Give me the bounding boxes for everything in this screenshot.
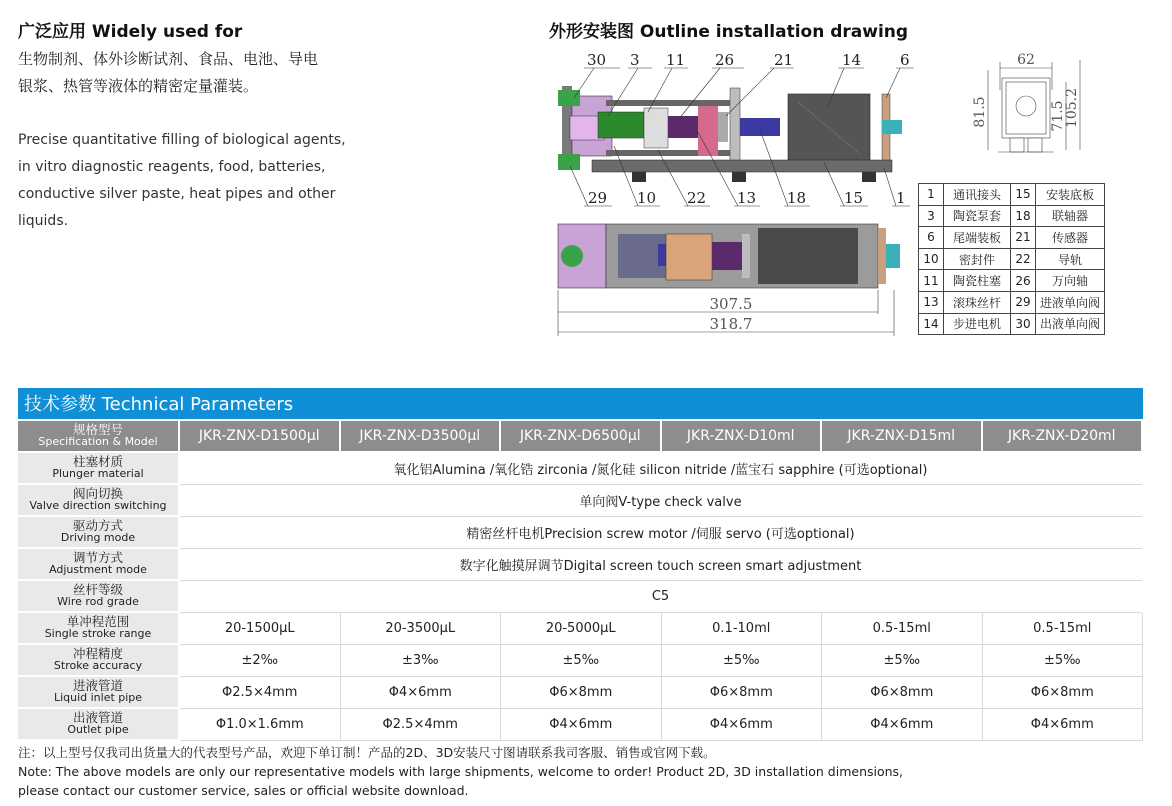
legend-part: 尾端装板 — [944, 227, 1011, 249]
bottom-callouts — [588, 189, 906, 207]
legend-part: 万向轴 — [1036, 270, 1105, 292]
cn-line: 生物制剂、体外诊断试剂、食品、电池、导电 — [18, 50, 319, 68]
legend-num: 11 — [919, 270, 944, 292]
table-cell: Φ6×8mm — [822, 677, 983, 709]
legend-row — [919, 291, 1105, 313]
row-label — [18, 453, 180, 485]
callout-bottom: 18 — [787, 189, 807, 207]
table-cell: 20-5000μL — [501, 613, 662, 645]
legend-part: 步进电机 — [944, 313, 1011, 335]
row-label — [18, 645, 180, 677]
callout-top: 21 — [774, 51, 794, 69]
label-cn: 冲程精度 — [72, 646, 123, 661]
label-cn: 规格型号 — [72, 422, 123, 437]
label-en: Wire rod grade — [57, 595, 139, 608]
table-cell: ±5‰ — [822, 645, 983, 677]
table-cell: 0.5-15ml — [983, 613, 1144, 645]
callout-bottom: 1 — [896, 189, 906, 207]
table-row — [18, 613, 1143, 645]
table-cell: 氧化铝Alumina /氧化锆 zirconia /氮化硅 silicon nitride /蓝宝石 sapphire (可选optional) — [180, 453, 1143, 485]
callout-bottom: 29 — [588, 189, 608, 207]
legend-part: 滚珠丝杆 — [944, 291, 1011, 313]
legend-part: 陶瓷柱塞 — [944, 270, 1011, 292]
table-row — [18, 581, 1143, 613]
legend-part: 陶瓷泵套 — [944, 205, 1011, 227]
legend-part: 密封件 — [944, 248, 1011, 270]
label-en: Driving mode — [60, 531, 136, 544]
legend-row — [919, 313, 1105, 335]
legend-row — [919, 184, 1105, 206]
table-row — [18, 645, 1143, 677]
legend-num: 14 — [919, 313, 944, 335]
legend-part: 安装底板 — [1036, 184, 1105, 206]
en-line: liquids. — [18, 213, 69, 229]
legend-part: 联轴器 — [1036, 205, 1105, 227]
table-cell: 单向阀V-type check valve — [180, 485, 1143, 517]
row-label — [18, 485, 180, 517]
label-cn: 驱动方式 — [72, 518, 123, 533]
callout-top: 14 — [842, 51, 862, 69]
table-cell: Φ4×6mm — [662, 709, 823, 741]
section-title-drawing: 外形安装图 Outline installation drawing — [549, 22, 909, 42]
dimension-label: 105.2 — [1064, 87, 1080, 129]
callout-top: 30 — [587, 51, 607, 69]
table-row — [18, 485, 1143, 517]
legend-num: 26 — [1011, 270, 1036, 292]
table-cell: 精密丝杆电机Precision screw motor /伺服 servo (可选optional) — [180, 517, 1143, 549]
label-cn: 出液管道 — [72, 710, 123, 725]
dimension-label: 62 — [1017, 52, 1035, 68]
legend-num: 10 — [919, 248, 944, 270]
tech-params-banner — [18, 388, 1143, 419]
legend-num: 21 — [1011, 227, 1036, 249]
tech-params-title: 技术参数 Technical Parameters — [24, 394, 294, 415]
row-label — [18, 421, 180, 453]
legend-part: 出液单向阀 — [1036, 313, 1105, 335]
dimension-label: 318.7 — [709, 315, 753, 333]
table-cell: ±3‰ — [341, 645, 502, 677]
parts-legend — [918, 183, 1105, 335]
legend-row — [919, 227, 1105, 249]
legend-num: 22 — [1011, 248, 1036, 270]
label-en: Specification & Model — [38, 435, 158, 448]
label-en: Stroke accuracy — [53, 659, 143, 672]
en-line: in vitro diagnostic reagents, food, batteries, — [18, 159, 326, 175]
legend-row — [919, 248, 1105, 270]
label-cn: 柱塞材质 — [72, 454, 123, 469]
table-cell: Φ6×8mm — [501, 677, 662, 709]
table-cell: Φ4×6mm — [501, 709, 662, 741]
table-cell: 20-3500μL — [341, 613, 502, 645]
applications-en — [18, 127, 346, 235]
table-cell: Φ4×6mm — [822, 709, 983, 741]
dimension-label: 81.5 — [972, 96, 988, 128]
table-cell: ±2‰ — [180, 645, 341, 677]
model-header: JKR-ZNX-D20ml — [983, 421, 1144, 453]
legend-row — [919, 270, 1105, 292]
applications-cn — [18, 46, 318, 100]
table-cell: Φ6×8mm — [983, 677, 1144, 709]
callout-bottom: 15 — [844, 189, 864, 207]
dimension-label: 71.5 — [1050, 100, 1066, 132]
legend-num: 6 — [919, 227, 944, 249]
legend-num: 29 — [1011, 291, 1036, 313]
table-cell: 0.1-10ml — [662, 613, 823, 645]
table-cell: ±5‰ — [662, 645, 823, 677]
label-en: Outlet pipe — [67, 723, 129, 736]
table-cell: Φ4×6mm — [983, 709, 1144, 741]
row-label — [18, 709, 180, 741]
model-header: JKR-ZNX-D10ml — [662, 421, 823, 453]
en-line: conductive silver paste, heat pipes and other — [18, 186, 336, 202]
table-cell: Φ1.0×1.6mm — [180, 709, 341, 741]
label-en: Plunger material — [52, 467, 144, 480]
end-view-drawing — [962, 46, 1112, 170]
cn-line: 银浆、热管等液体的精密定量灌装。 — [18, 77, 259, 95]
row-label — [18, 517, 180, 549]
table-cell: Φ2.5×4mm — [341, 709, 502, 741]
label-cn: 进液管道 — [72, 678, 123, 693]
model-header: JKR-ZNX-D6500μl — [501, 421, 662, 453]
top-callouts — [587, 51, 910, 69]
table-cell: Φ4×6mm — [341, 677, 502, 709]
table-cell: Φ6×8mm — [662, 677, 823, 709]
section-title-applications: 广泛应用 Widely used for — [18, 22, 243, 42]
label-en: Liquid inlet pipe — [53, 691, 143, 704]
dimension-label: 307.5 — [709, 295, 753, 313]
model-header: JKR-ZNX-D3500μl — [341, 421, 502, 453]
side-view — [558, 86, 902, 182]
table-cell: 0.5-15ml — [822, 613, 983, 645]
table-row — [18, 709, 1143, 741]
callout-bottom: 10 — [637, 189, 657, 207]
row-label — [18, 677, 180, 709]
legend-part: 传感器 — [1036, 227, 1105, 249]
model-header: JKR-ZNX-D15ml — [822, 421, 983, 453]
label-cn: 调节方式 — [72, 550, 123, 565]
label-en: Adjustment mode — [49, 563, 147, 576]
row-label — [18, 613, 180, 645]
table-row — [18, 453, 1143, 485]
legend-num: 18 — [1011, 205, 1036, 227]
table-cell: ±5‰ — [983, 645, 1144, 677]
callout-bottom: 22 — [687, 189, 707, 207]
top-view — [558, 224, 900, 288]
note-line: please contact our customer service, sales or official website download. — [18, 783, 469, 798]
legend-part: 导轨 — [1036, 248, 1105, 270]
label-en: Single stroke range — [44, 627, 152, 640]
callout-top: 26 — [715, 51, 735, 69]
table-cell: C5 — [180, 581, 1143, 613]
note-line: 注：以上型号仅我司出货量大的代表型号产品，欢迎下单订制！产品的2D、3D安装尺寸图请联系我司客服、销售或官网下载。 — [18, 745, 716, 760]
note-line: Note: The above models are only our representative models with large shipments, welcome to order! Product 2D, 3D installation dimensions, — [18, 764, 904, 779]
legend-part: 进液单向阀 — [1036, 291, 1105, 313]
label-en: Valve direction switching — [29, 499, 167, 512]
table-cell: Φ2.5×4mm — [180, 677, 341, 709]
legend-row — [919, 205, 1105, 227]
table-row — [18, 549, 1143, 581]
legend-num: 30 — [1011, 313, 1036, 335]
table-header-row — [18, 421, 1143, 453]
tech-params-table — [18, 421, 1143, 741]
label-cn: 单冲程范围 — [66, 614, 130, 629]
label-cn: 丝杆等级 — [72, 582, 123, 597]
legend-part: 通讯接头 — [944, 184, 1011, 206]
legend-num: 15 — [1011, 184, 1036, 206]
footnotes — [18, 743, 903, 800]
table-cell: 20-1500μL — [180, 613, 341, 645]
callout-bottom: 13 — [737, 189, 757, 207]
table-cell: ±5‰ — [501, 645, 662, 677]
legend-num: 1 — [919, 184, 944, 206]
en-line: Precise quantitative filling of biological agents, — [18, 132, 346, 148]
table-row — [18, 677, 1143, 709]
row-label — [18, 549, 180, 581]
callout-top: 3 — [630, 51, 640, 69]
legend-num: 13 — [919, 291, 944, 313]
table-row — [18, 517, 1143, 549]
outline-drawing — [548, 46, 918, 346]
row-label — [18, 581, 180, 613]
callout-top: 6 — [900, 51, 910, 69]
table-cell: 数字化触摸屏调节Digital screen touch screen smart adjustment — [180, 549, 1143, 581]
label-cn: 阀向切换 — [72, 486, 123, 501]
model-header: JKR-ZNX-D1500μl — [180, 421, 341, 453]
legend-num: 3 — [919, 205, 944, 227]
callout-top: 11 — [666, 51, 686, 69]
